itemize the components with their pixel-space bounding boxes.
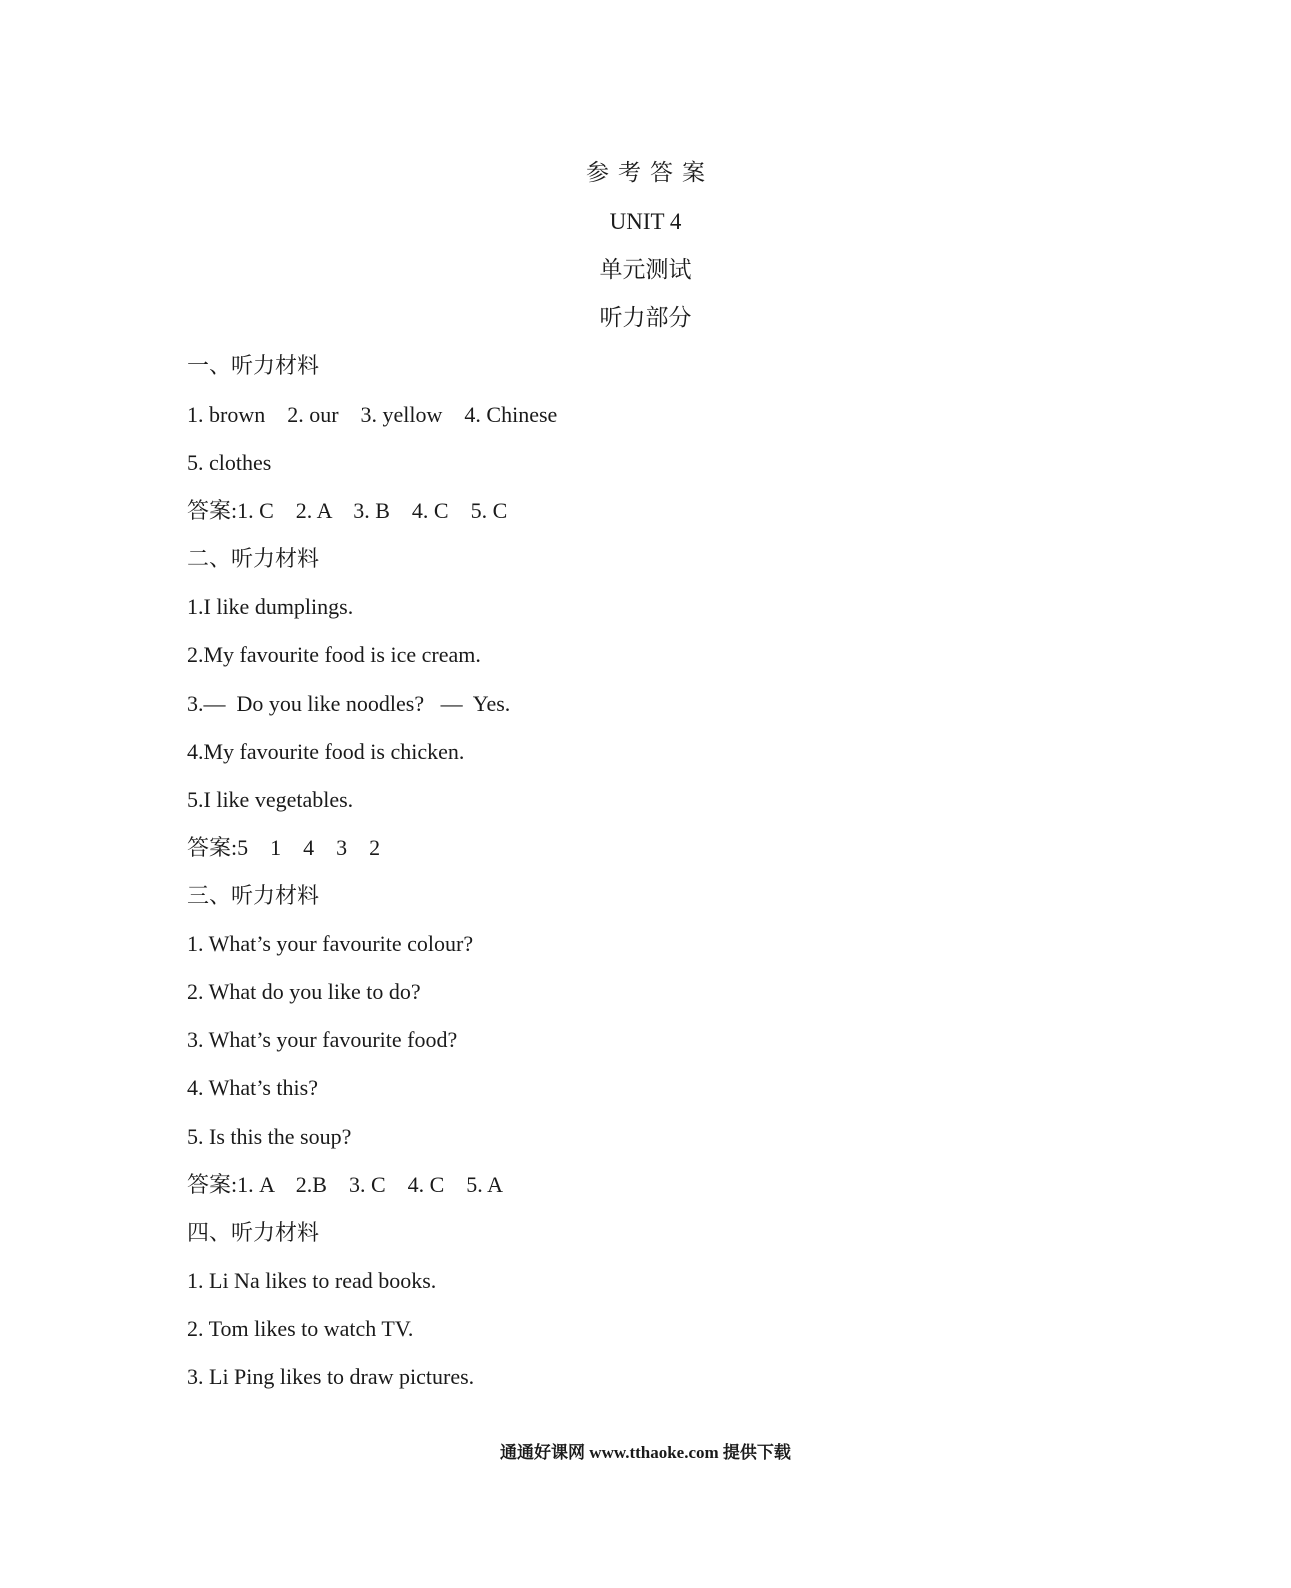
section-2-answer: 答案:5 1 4 3 2: [187, 835, 381, 860]
section-3-line-2: 2. What do you like to do?: [187, 979, 421, 1004]
section-4-line-2: 2. Tom likes to watch TV.: [187, 1316, 414, 1341]
section-3-heading: 三、听力材料: [187, 883, 320, 908]
section-1-line-1: 1. brown 2. our 3. yellow 4. Chinese: [187, 402, 558, 427]
test-heading: 单元测试: [599, 257, 692, 282]
footer-credit: 通通好课网 www.tthaoke.com 提供下载: [500, 1443, 791, 1462]
section-2-line-4: 4.My favourite food is chicken.: [187, 739, 465, 764]
page-title: 参考答案: [586, 160, 714, 185]
section-3-line-5: 5. Is this the soup?: [187, 1124, 352, 1149]
section-1-line-2: 5. clothes: [187, 450, 272, 475]
section-3-line-4: 4. What’s this?: [187, 1075, 318, 1100]
section-2-heading: 二、听力材料: [187, 546, 320, 571]
section-2-line-5: 5.I like vegetables.: [187, 787, 354, 812]
unit-heading: UNIT 4: [609, 209, 682, 234]
section-2-line-2: 2.My favourite food is ice cream.: [187, 642, 481, 667]
section-1-heading: 一、听力材料: [187, 353, 320, 378]
section-3-line-3: 3. What’s your favourite food?: [187, 1027, 458, 1052]
section-1-answer: 答案:1. C 2. A 3. B 4. C 5. C: [187, 498, 508, 523]
section-3-line-1: 1. What’s your favourite colour?: [187, 931, 474, 956]
section-2-line-3: 3.— Do you like noodles? — Yes.: [187, 691, 511, 716]
section-4-line-3: 3. Li Ping likes to draw pictures.: [187, 1364, 475, 1389]
section-2-line-1: 1.I like dumplings.: [187, 594, 354, 619]
section-4-heading: 四、听力材料: [187, 1220, 320, 1245]
section-3-answer: 答案:1. A 2.B 3. C 4. C 5. A: [187, 1172, 503, 1197]
section-4-line-1: 1. Li Na likes to read books.: [187, 1268, 437, 1293]
section-heading: 听力部分: [599, 305, 692, 330]
